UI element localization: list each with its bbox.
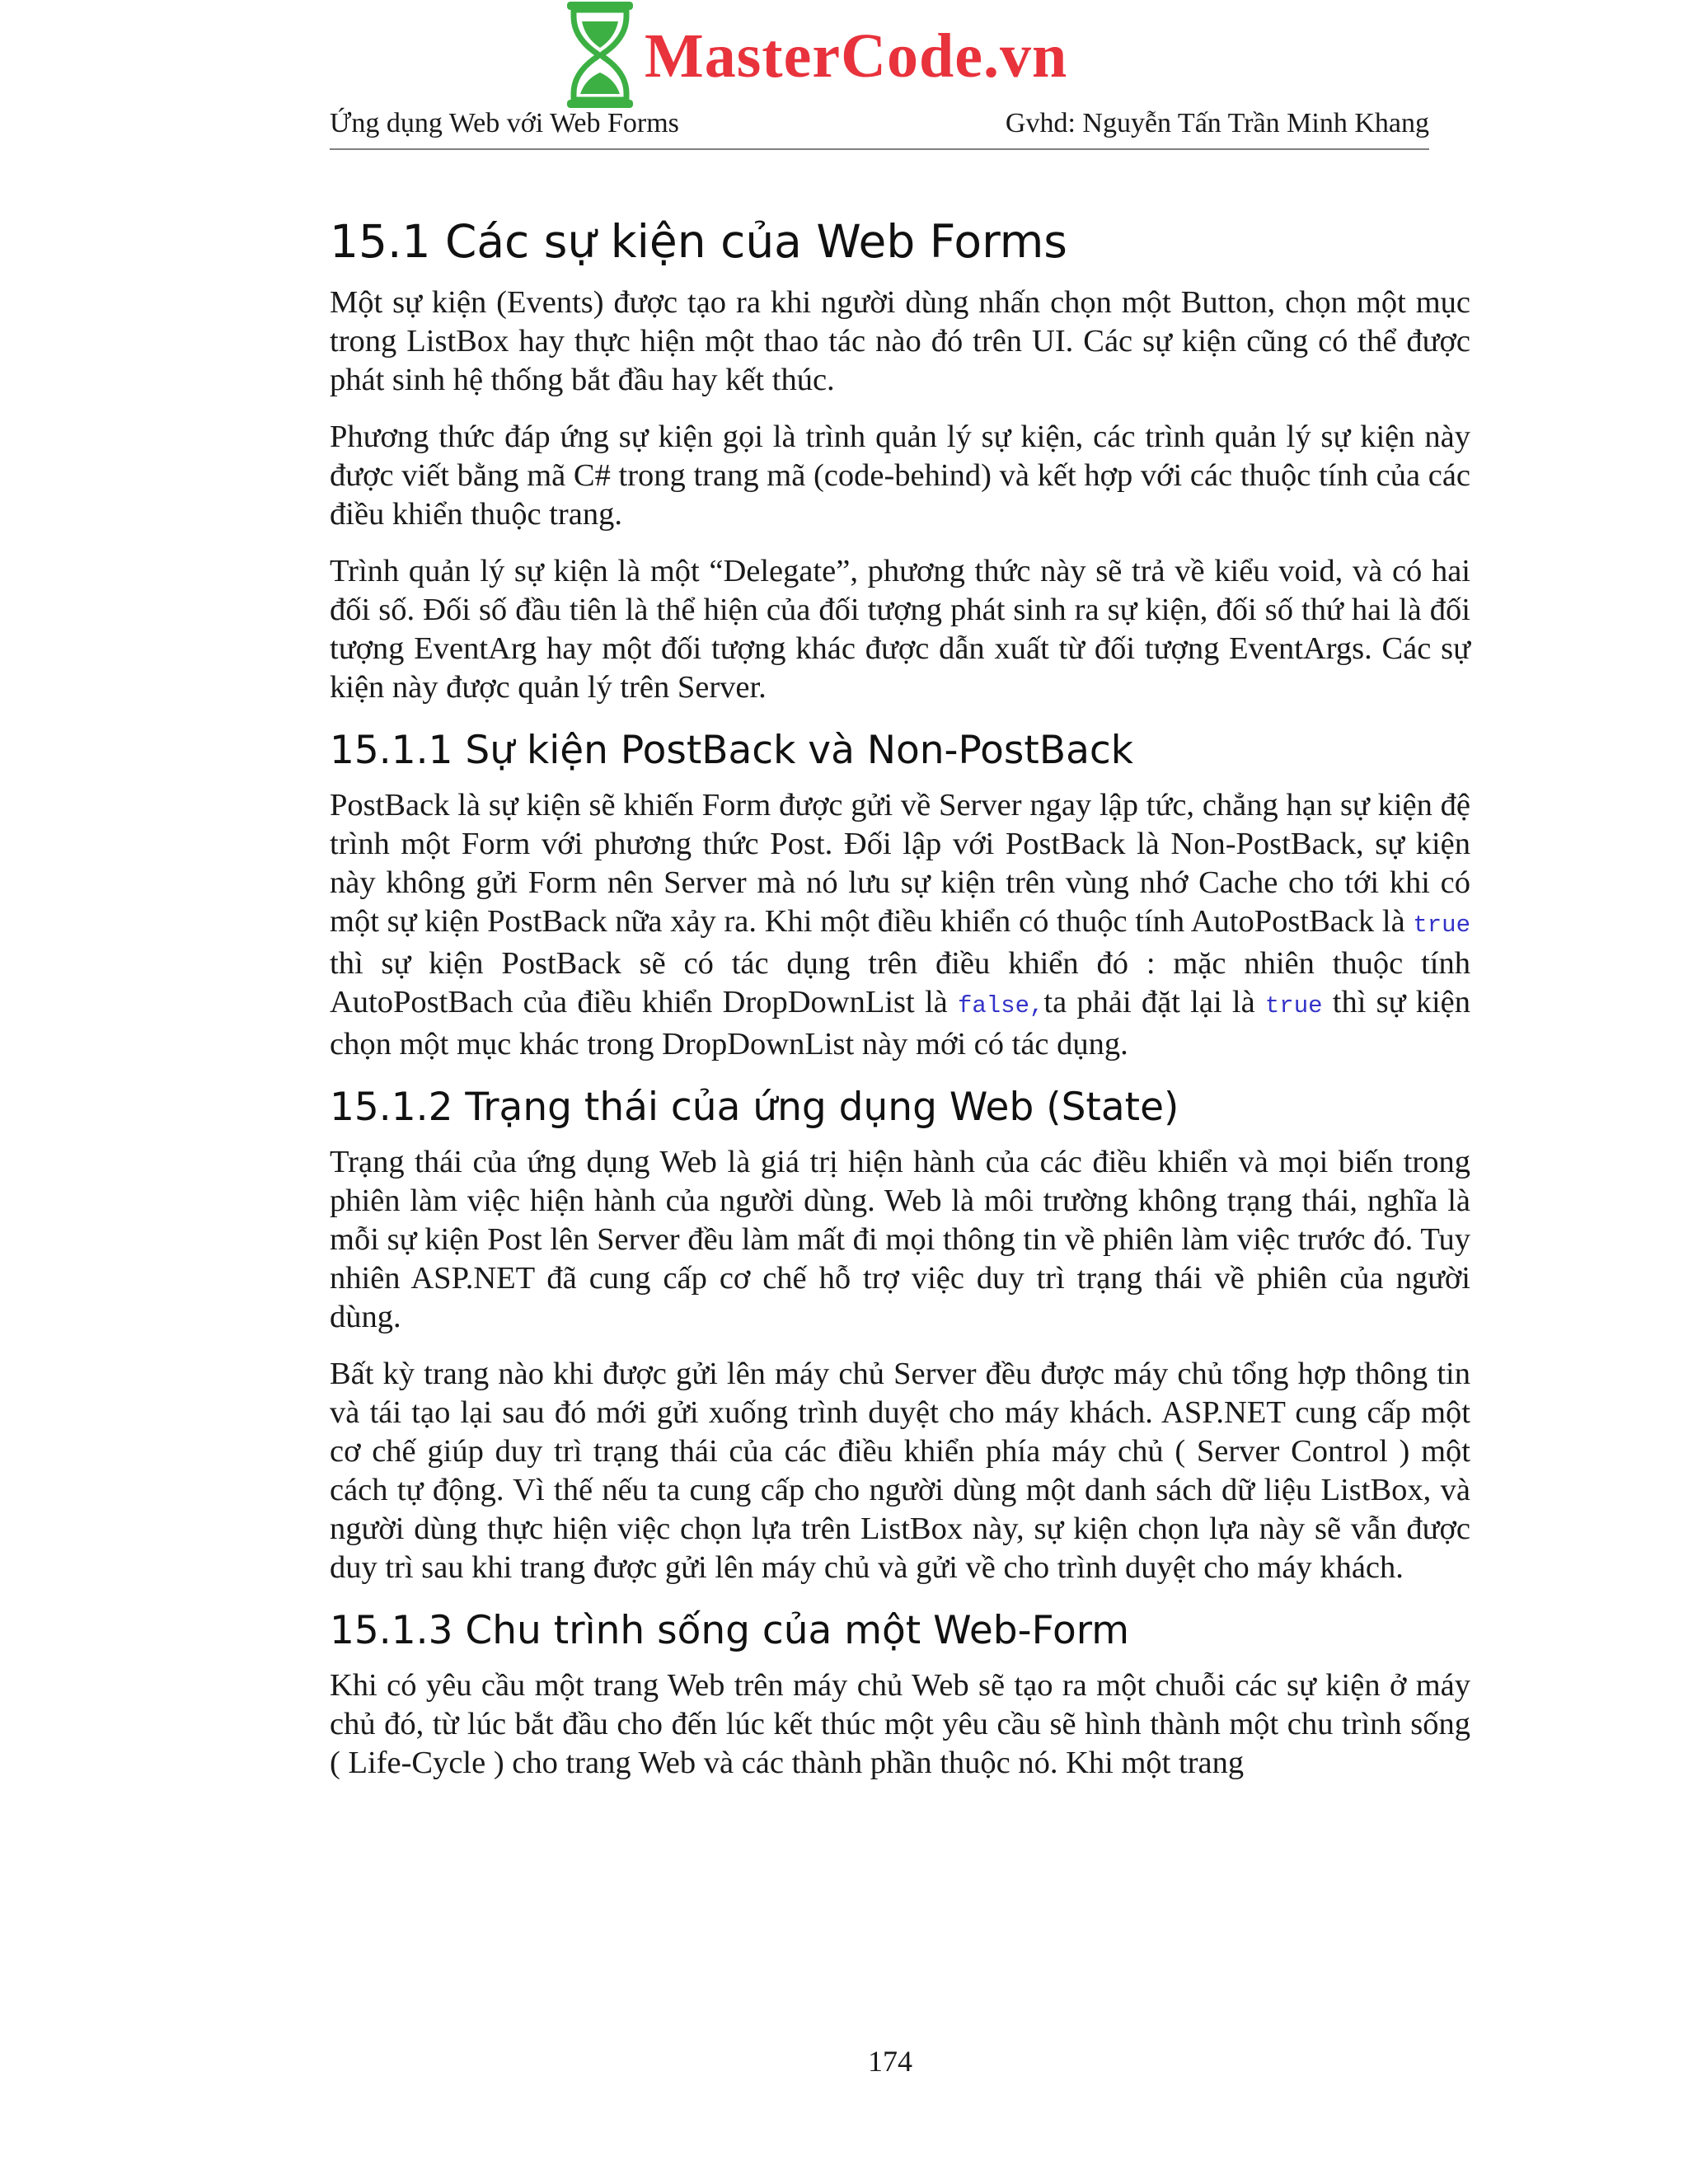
text-run: ta phải đặt lại là	[1043, 985, 1265, 1019]
section-heading: 15.1 Các sự kiện của Web Forms	[330, 215, 1067, 268]
header-instructor: Gvhd: Nguyễn Tấn Trần Minh Khang	[1005, 108, 1429, 138]
paragraph: Phương thức đáp ứng sự kiện gọi là trình quản lý sự kiện, các trình quản lý sự kiện này được viết bằng mã C# trong trang mã (code-behind) và kết hợp với các thuộc tính của các điều khiển thuộc trang.	[330, 419, 1470, 532]
paragraph: Một sự kiện (Events) được tạo ra khi người dùng nhấn chọn một Button, chọn một mục trong ListBox hay thực hiện một thao tác nào đó trên UI. Các sự kiện cũng có thể được phát sinh hệ thống bắt đầu hay kết thúc.	[330, 285, 1470, 397]
paragraph-postback	[330, 786, 1470, 1064]
paragraph: Trình quản lý sự kiện là một “Delegate”, phương thức này sẽ trả về kiểu void, và có hai đối số. Đối số đầu tiên là thể hiện của đối tượng phát sinh ra sự kiện, đối số thứ hai là đối tượng EventArg hay một đối tượng khác được dẫn xuất từ đối tượng EventArgs. Các sự kiện này được quản lý trên Server.	[330, 554, 1470, 705]
header-book-title: Ứng dụng Web với Web Forms	[330, 108, 679, 138]
subsection-heading-postback: 15.1.1 Sự kiện PostBack và Non-PostBack	[330, 728, 1133, 773]
paragraph: Bất kỳ trang nào khi được gửi lên máy chủ Server đều được máy chủ tổng hợp thông tin và tái tạo lại sau đó mới gửi xuống trình duyệt cho máy khách. ASP.NET cung cấp một cơ chế giúp duy trì trạng thái của các điều khiển phía máy chủ ( Server Control ) một cách tự động. Vì thế nếu ta cung cấp cho người dùng một danh sách dữ liệu ListBox, và người dùng thực hiện việc chọn lựa trên ListBox này, sự kiện chọn lựa này sẽ vẫn được duy trì sau khi trang được gửi lên máy chủ và gửi về cho trình duyệt cho máy khách.	[330, 1357, 1470, 1585]
logo	[560, 0, 1121, 111]
code-false: false,	[957, 992, 1044, 1019]
paragraph: Trạng thái của ứng dụng Web là giá trị hiện hành của các điều khiển và mọi biến trong phiên làm việc hiện hành của người dùng. Web là môi trường không trạng thái, nghĩa là mỗi sự kiện Post lên Server đều làm mất đi mọi thông tin về phiên làm việc trước đó. Tuy nhiên ASP.NET đã cung cấp cơ chế hỗ trợ việc duy trì trạng thái về phiên của người dùng.	[330, 1145, 1470, 1334]
page-number: 174	[868, 2045, 912, 2078]
code-true: true	[1413, 912, 1470, 939]
hourglass-icon	[560, 0, 640, 111]
subsection-heading-lifecycle: 15.1.3 Chu trình sống của một Web-Form	[330, 1608, 1129, 1653]
code-true: true	[1264, 992, 1323, 1019]
page-body	[330, 213, 1470, 1801]
logo-text: MasterCode.vn	[645, 21, 1068, 91]
text-run: thì sự kiện chọn một mục khác trong DropDownList này mới có tác dụng.	[330, 985, 1470, 1062]
paragraph: Khi có yêu cầu một trang Web trên máy chủ Web sẽ tạo ra một chuỗi các sự kiện ở máy chủ đó, từ lúc bắt đầu cho đến lúc kết thúc một yêu cầu sẽ hình thành một chu trình sống ( Life-Cycle ) cho trang Web và các thành phần thuộc nó. Khi một trang	[330, 1668, 1470, 1780]
running-header	[330, 105, 1429, 150]
subsection-heading-state: 15.1.2 Trạng thái của ứng dụng Web (State)	[330, 1085, 1179, 1130]
text-run: PostBack là sự kiện sẽ khiến Form được gửi về Server ngay lập tức, chẳng hạn sự kiện đệ trình một Form với phương thức Post. Đối lập với PostBack là Non-PostBack, sự kiện này không gửi Form nên Server mà nó lưu sự kiện trên vùng nhớ Cache cho tới khi có một sự kiện PostBack nữa xảy ra. Khi một điều khiển có thuộc tính AutoPostBack là	[330, 788, 1470, 939]
text-run: thì sự kiện PostBack sẽ có tác dụng trên điều khiển đó : mặc nhiên thuộc tính AutoPostBach của điều khiển DropDownList là	[330, 946, 1470, 1019]
